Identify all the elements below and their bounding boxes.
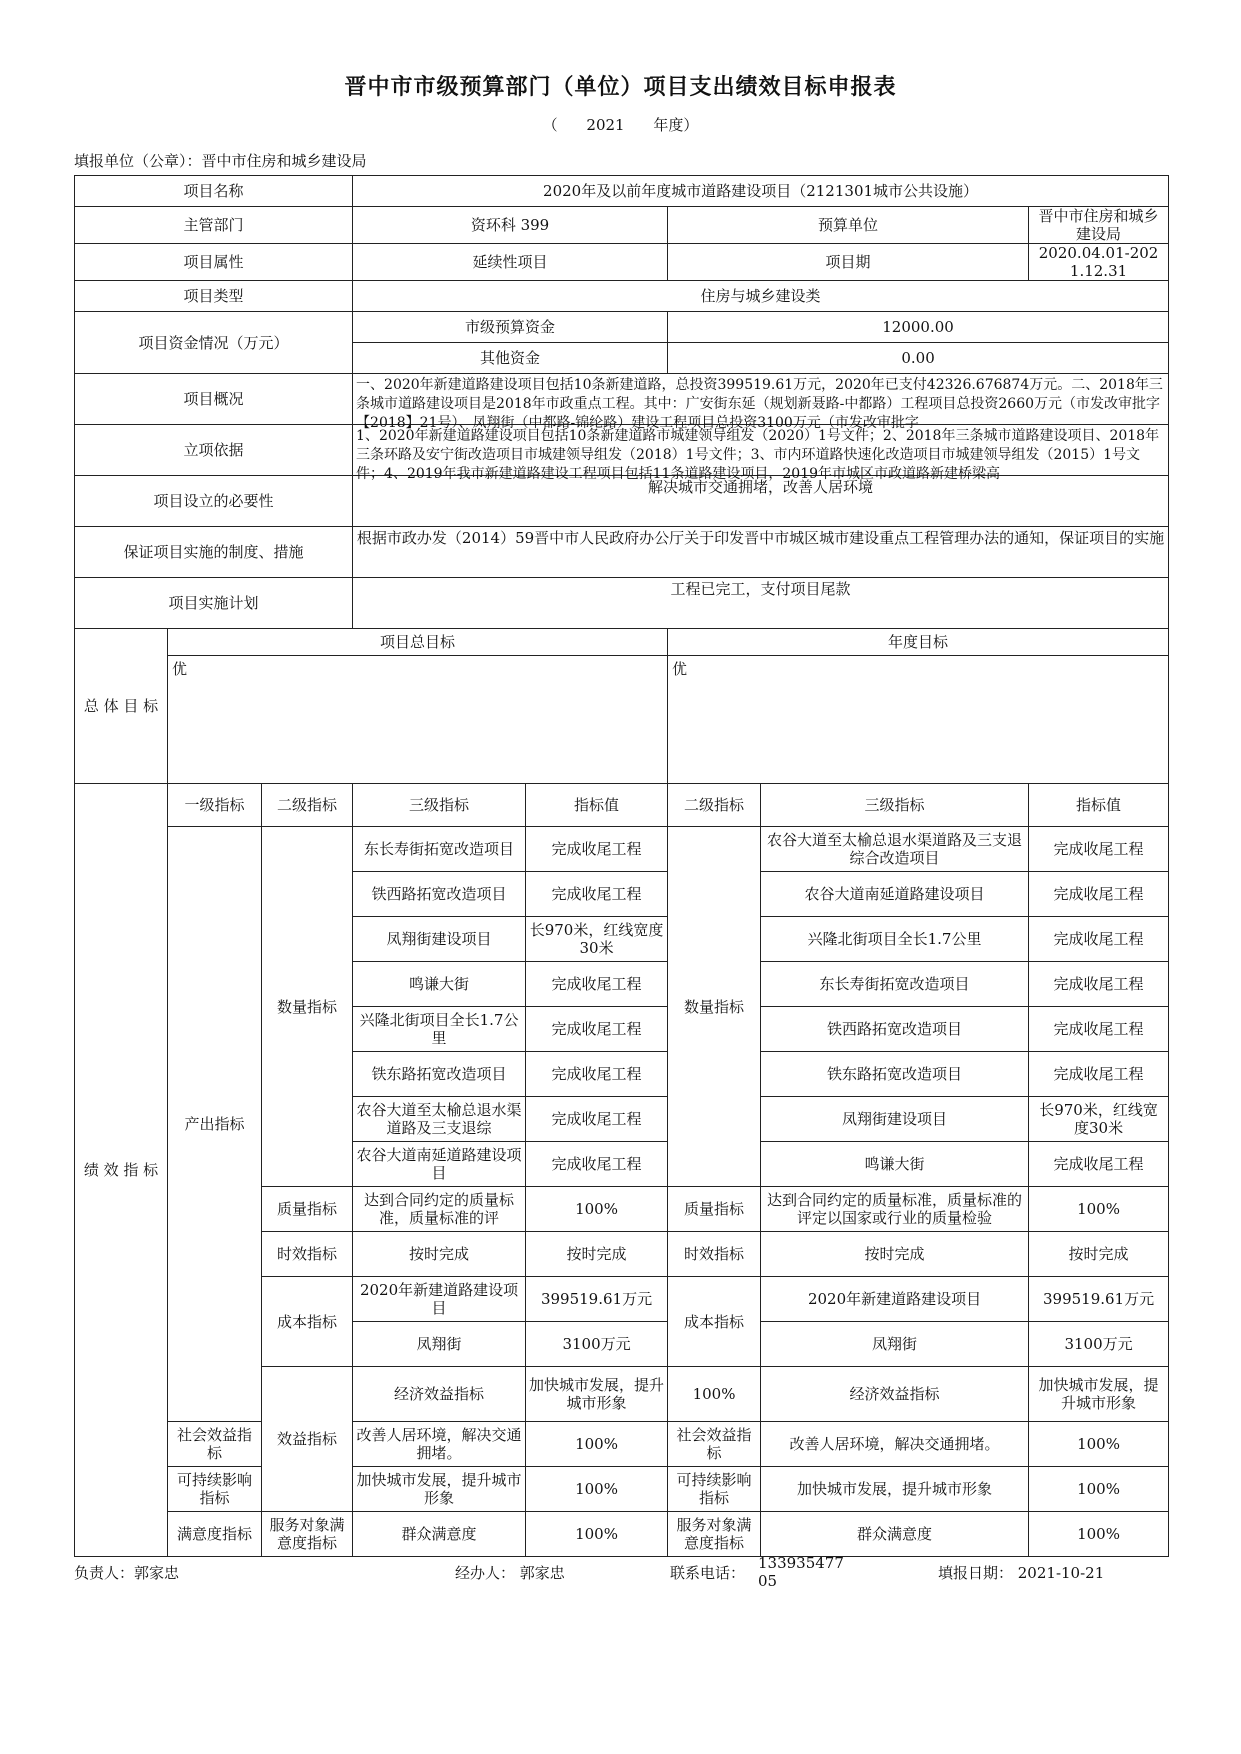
city-funds-value: 12000.00 — [668, 312, 1169, 343]
table-row — [75, 1467, 1169, 1512]
basis-text: 1、2020年新建道路建设项目包括10条新建道路市城建领导组发（2020）1号文件；2、2018年三条城市道路建设项目、2018年三条环路及安宁街改造项目市城建领导组发（2018）1号文件；3、市内环道路快速化改造项目市城建领导组发（2015）1号文件；4、2019年我市新建道路建设工程项目包括11条道路建设项目，2019年市城区市政道路新建桥梁高 — [356, 428, 1160, 482]
indicator-l3: 铁东路拓宽改造项目 — [353, 1052, 526, 1097]
header-value-annual: 指标值 — [1029, 784, 1169, 827]
indicator-l3: 达到合同约定的质量标准，质量标准的评定以国家或行业的质量检验 — [761, 1187, 1029, 1232]
indicator-l3: 农谷大道南延道路建设项目 — [353, 1142, 526, 1187]
basis-cell — [353, 425, 1169, 482]
label-project-name: 项目名称 — [75, 176, 353, 207]
other-funds-value: 0.00 — [668, 343, 1169, 374]
header-level1: 一级指标 — [168, 784, 262, 827]
indicator-l3: 凤翔街 — [353, 1322, 526, 1367]
label-cost-total: 成本指标 — [262, 1277, 353, 1367]
label-attribute: 项目属性 — [75, 244, 353, 281]
type-value: 住房与城乡建设类 — [353, 281, 1169, 312]
project-name: 2020年及以前年度城市道路建设项目（2121301城市公共设施） — [353, 176, 1169, 207]
indicator-l3: 兴隆北街项目全长1.7公里 — [761, 917, 1029, 962]
indicator-value: 长970米，红线宽度30米 — [526, 917, 668, 962]
indicator-value: 完成收尾工程 — [1029, 962, 1169, 1007]
indicator-l3: 凤翔街建设项目 — [761, 1097, 1029, 1142]
indicator-value: 100% — [1029, 1512, 1169, 1557]
indicator-value: 长970米，红线宽度30米 — [1029, 1097, 1169, 1142]
label-output: 产出指标 — [168, 827, 262, 1422]
indicator-value: 399519.61万元 — [526, 1277, 668, 1322]
indicator-l3: 铁西路拓宽改造项目 — [353, 872, 526, 917]
budget-unit-value: 晋中市住房和城乡建设局 — [1029, 207, 1169, 244]
indicator-value: 100% — [1029, 1467, 1169, 1512]
table-row — [75, 827, 1169, 872]
indicator-l3: 改善人居环境，解决交通拥堵。 — [353, 1422, 526, 1467]
label-city-funds: 市级预算资金 — [353, 312, 668, 343]
indicator-l3: 群众满意度 — [353, 1512, 526, 1557]
indicator-value: 完成收尾工程 — [1029, 827, 1169, 872]
label-economic-annual: 经济效益指标 — [761, 1367, 1029, 1422]
label-period: 项目期 — [668, 244, 1029, 281]
indicator-l3: 加快城市发展，提升城市形象 — [1029, 1367, 1169, 1422]
indicator-l3: 鸣谦大街 — [353, 962, 526, 1007]
indicator-value: 完成收尾工程 — [1029, 1007, 1169, 1052]
indicator-value: 完成收尾工程 — [526, 1052, 668, 1097]
overview-text: 一、2020年新建道路建设项目包括10条新建道路，总投资399519.61万元，2020年已支付42326.676874万元。二、2018年三条城市道路建设项目是2018年市政重点工程。其中：广安街东延（规划新聂路-中都路）工程项目总投资2660万元（市发改审批字【2018】21号）、凤翔街（中都路-锦纶路）建设工程项目总投资3100万元（市发改审批字 — [356, 377, 1163, 431]
label-annual-goal: 年度目标 — [668, 629, 1169, 656]
label-basis: 立项依据 — [75, 425, 353, 476]
indicator-l3: 2020年新建道路建设项目 — [761, 1277, 1029, 1322]
label-other-funds: 其他资金 — [353, 343, 668, 374]
indicator-l3: 鸣谦大街 — [761, 1142, 1029, 1187]
year-open: （ — [542, 116, 558, 134]
label-dept: 主管部门 — [75, 207, 353, 244]
label-cost-annual: 成本指标 — [668, 1277, 761, 1367]
indicator-value: 100% — [526, 1187, 668, 1232]
indicator-l3: 2020年新建道路建设项目 — [353, 1277, 526, 1322]
measures-text: 根据市政办发（2014）59晋中市人民政府办公厅关于印发晋中市城区城市建设重点工程管理办法的通知，保证项目的实施 — [353, 527, 1169, 578]
indicator-value: 3100万元 — [1029, 1322, 1169, 1367]
indicator-value: 100% — [526, 1512, 668, 1557]
label-necessity: 项目设立的必要性 — [75, 476, 353, 527]
indicator-l3: 按时完成 — [761, 1232, 1029, 1277]
year-close: 年度） — [653, 116, 699, 134]
indicator-l3: 达到合同约定的质量标准，质量标准的评 — [353, 1187, 526, 1232]
label-budget-unit: 预算单位 — [668, 207, 1029, 244]
indicator-value: 按时完成 — [526, 1232, 668, 1277]
indicator-l3: 铁东路拓宽改造项目 — [761, 1052, 1029, 1097]
indicator-l3: 农谷大道南延道路建设项目 — [761, 872, 1029, 917]
indicator-value: 完成收尾工程 — [1029, 917, 1169, 962]
indicator-l3: 群众满意度 — [761, 1512, 1029, 1557]
year-value: 2021 — [586, 116, 625, 134]
label-social-annual: 社会效益指标 — [668, 1422, 761, 1467]
label-overview: 项目概况 — [75, 374, 353, 425]
header-level2-total: 二级指标 — [262, 784, 353, 827]
indicator-value: 完成收尾工程 — [526, 827, 668, 872]
label-timeliness-total: 时效指标 — [262, 1232, 353, 1277]
page-title: 晋中市市级预算部门（单位）项目支出绩效目标申报表 — [344, 74, 897, 100]
label-measures: 保证项目实施的制度、措施 — [75, 527, 353, 578]
label-plan: 项目实施计划 — [75, 578, 353, 629]
indicator-value: 完成收尾工程 — [526, 1142, 668, 1187]
indicator-value: 3100万元 — [526, 1322, 668, 1367]
label-overall-goals: 总 体 目 标 — [75, 629, 168, 784]
period-value: 2020.04.01-2021.12.31 — [1029, 244, 1169, 281]
indicator-l3: 农谷大道至太榆总退水渠道路及三支退综 — [353, 1097, 526, 1142]
dept-value: 资环科 399 — [353, 207, 668, 244]
indicator-l3: 铁西路拓宽改造项目 — [761, 1007, 1029, 1052]
footer-phone: 13393547705 — [758, 1554, 844, 1590]
indicator-l3: 加快城市发展，提升城市形象 — [526, 1367, 668, 1422]
indicator-value: 100% — [526, 1467, 668, 1512]
label-sustain-total: 可持续影响指标 — [168, 1467, 262, 1512]
performance-table — [74, 175, 1169, 1557]
header-level3-annual: 三级指标 — [761, 784, 1029, 827]
label-service-annual: 服务对象满意度指标 — [668, 1512, 761, 1557]
label-quantity-annual: 数量指标 — [668, 827, 761, 1187]
indicator-value: 完成收尾工程 — [1029, 1052, 1169, 1097]
indicator-value: 完成收尾工程 — [526, 1097, 668, 1142]
label-funds: 项目资金情况（万元） — [75, 312, 353, 374]
indicator-value: 完成收尾工程 — [526, 872, 668, 917]
indicator-value: 完成收尾工程 — [526, 1007, 668, 1052]
year-line — [0, 114, 1241, 135]
indicator-l3: 按时完成 — [353, 1232, 526, 1277]
indicator-value: 完成收尾工程 — [526, 962, 668, 1007]
footer-responsible: 负责人：郭家忠 — [74, 1564, 180, 1582]
plan-text: 工程已完工，支付项目尾款 — [353, 578, 1169, 629]
indicator-value: 100% — [1029, 1187, 1169, 1232]
label-benefit: 效益指标 — [262, 1367, 353, 1512]
label-quality-annual: 质量指标 — [668, 1187, 761, 1232]
label-social-total: 社会效益指标 — [168, 1422, 262, 1467]
label-quantity-total: 数量指标 — [262, 827, 353, 1187]
label-type: 项目类型 — [75, 281, 353, 312]
label-performance-indicators: 绩 效 指 标 — [75, 784, 168, 1557]
table-row — [75, 1422, 1169, 1467]
label-sustain-annual: 可持续影响指标 — [668, 1467, 761, 1512]
indicator-value: 100% — [668, 1367, 761, 1422]
annual-goal-value: 优 — [668, 656, 1169, 784]
indicator-l3: 农谷大道至太榆总退水渠道路及三支退综合改造项目 — [761, 827, 1029, 872]
filing-unit: 填报单位（公章）：晋中市住房和城乡建设局 — [74, 152, 367, 170]
indicator-value: 100% — [1029, 1422, 1169, 1467]
label-service-total: 服务对象满意度指标 — [262, 1512, 353, 1557]
indicator-l3: 加快城市发展，提升城市形象 — [353, 1467, 526, 1512]
indicator-l3: 凤翔街建设项目 — [353, 917, 526, 962]
label-satisfaction: 满意度指标 — [168, 1512, 262, 1557]
indicator-l3: 东长寿街拓宽改造项目 — [761, 962, 1029, 1007]
indicator-value: 完成收尾工程 — [1029, 872, 1169, 917]
necessity-text: 解决城市交通拥堵，改善人居环境 — [353, 476, 1169, 527]
label-total-goal: 项目总目标 — [168, 629, 668, 656]
label-economic-total: 经济效益指标 — [353, 1367, 526, 1422]
overview-cell — [353, 374, 1169, 431]
footer-phone-label: 联系电话： — [670, 1564, 746, 1582]
footer-date: 填报日期： 2021-10-21 — [938, 1564, 1105, 1582]
header-level3-total: 三级指标 — [353, 784, 526, 827]
label-quality-total: 质量指标 — [262, 1187, 353, 1232]
indicator-value: 100% — [526, 1422, 668, 1467]
indicator-l3: 加快城市发展，提升城市形象 — [761, 1467, 1029, 1512]
table-row — [75, 1512, 1169, 1557]
footer-handler: 经办人： 郭家忠 — [455, 1564, 565, 1582]
indicator-value: 完成收尾工程 — [1029, 1142, 1169, 1187]
header-value-total: 指标值 — [526, 784, 668, 827]
total-goal-value: 优 — [168, 656, 668, 784]
indicator-l3: 兴隆北街项目全长1.7公里 — [353, 1007, 526, 1052]
label-timeliness-annual: 时效指标 — [668, 1232, 761, 1277]
attribute-value: 延续性项目 — [353, 244, 668, 281]
header-level2-annual: 二级指标 — [668, 784, 761, 827]
indicator-l3: 凤翔街 — [761, 1322, 1029, 1367]
indicator-value: 按时完成 — [1029, 1232, 1169, 1277]
indicator-l3: 改善人居环境，解决交通拥堵。 — [761, 1422, 1029, 1467]
indicator-l3: 东长寿街拓宽改造项目 — [353, 827, 526, 872]
indicator-value: 399519.61万元 — [1029, 1277, 1169, 1322]
